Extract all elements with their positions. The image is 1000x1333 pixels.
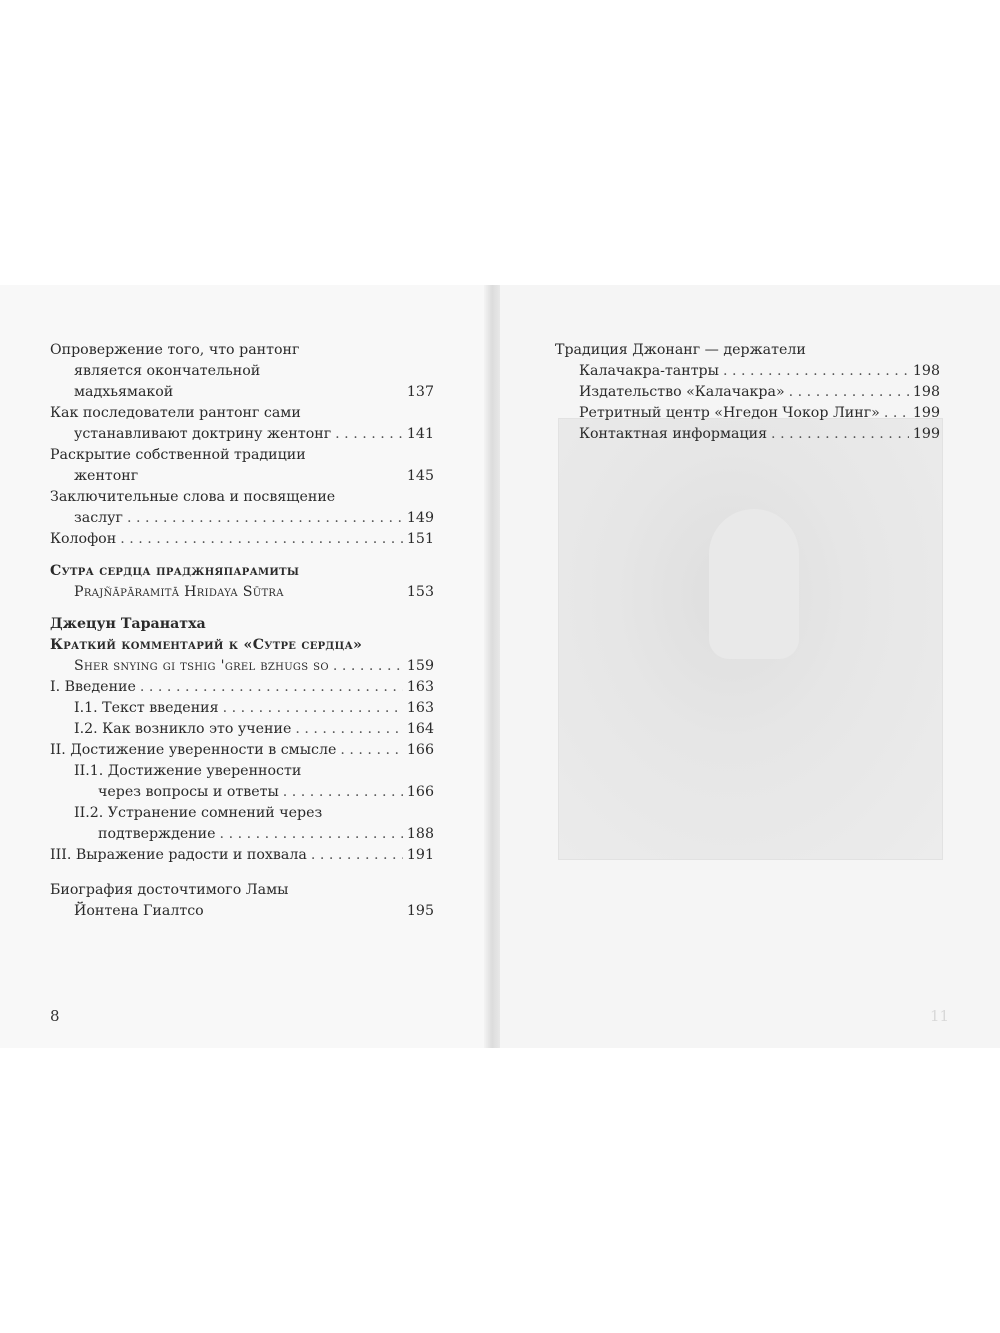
toc-line: II.2. Устранение сомнений через — [74, 805, 323, 821]
section-title: Сутра сердца праджняпарамиты — [50, 563, 300, 579]
toc-entry[interactable]: Колофон . . . 151 — [50, 529, 434, 550]
show-through-figure — [709, 509, 799, 659]
author-name: Джецун Таранатха — [50, 616, 206, 632]
toc-entry[interactable]: Издательство «Калачакра» . . . 198 — [555, 382, 940, 403]
toc-entry[interactable]: через вопросы и ответы . . . 166 — [50, 782, 434, 803]
page-number: 166 — [406, 784, 434, 800]
show-through-image — [558, 418, 943, 860]
toc-entry[interactable]: мадхьямакой 137 — [50, 382, 434, 403]
page-number: 153 — [406, 584, 434, 600]
toc-entry[interactable]: Ретритный центр «Нгедон Чокор Линг» . . . 199 — [555, 403, 940, 424]
table-of-contents-right — [555, 340, 940, 445]
page-number: 137 — [406, 384, 434, 400]
page-number: 163 — [406, 700, 434, 716]
toc-entry[interactable]: подтверждение . . . 188 — [50, 824, 434, 845]
toc-entry[interactable]: III. Выражение радости и похвала . . . 191 — [50, 845, 434, 866]
page-folio-right: 11 — [930, 1007, 950, 1025]
toc-line: является окончательной — [74, 363, 261, 379]
page-folio-left: 8 — [50, 1007, 60, 1025]
toc-entry[interactable]: заслуг . . . 149 — [50, 508, 434, 529]
section-title: Краткий комментарий к «Сутре сердца» — [50, 637, 363, 653]
toc-entry[interactable]: II. Достижение уверенности в смысле . . . 166 — [50, 740, 434, 761]
toc-entry[interactable]: Йонтена Гиалтсо 195 — [50, 901, 434, 922]
page-number: 166 — [406, 742, 434, 758]
toc-line: Как последователи рантонг сами — [50, 405, 301, 421]
page-number: 141 — [406, 426, 434, 442]
page-number: 199 — [912, 426, 940, 442]
page-number: 145 — [406, 468, 434, 484]
table-of-contents-left — [50, 340, 434, 922]
toc-line: Опровержение того, что рантонг — [50, 342, 300, 358]
toc-entry[interactable]: Prajñāpāramitā Hridaya Sūtra 153 — [50, 582, 434, 603]
toc-line: Биография досточтимого Ламы — [50, 882, 289, 898]
toc-entry[interactable]: Контактная информация . . . 199 — [555, 424, 940, 445]
toc-entry[interactable]: Sher snying gi tshig 'grel bzhugs so . . . 159 — [50, 656, 434, 677]
toc-line: II.1. Достижение уверенности — [74, 763, 302, 779]
page-number: 163 — [406, 679, 434, 695]
page-number: 199 — [912, 405, 940, 421]
toc-entry[interactable]: жентонг 145 — [50, 466, 434, 487]
page-number: 191 — [406, 847, 434, 863]
toc-heading: Традиция Джонанг — держатели — [555, 342, 806, 358]
toc-line: Заключительные слова и посвящение — [50, 489, 336, 505]
book-gutter — [484, 285, 500, 1048]
page-number: 195 — [406, 903, 434, 919]
toc-entry[interactable]: I.1. Текст введения . . . 163 — [50, 698, 434, 719]
page-number: 188 — [406, 826, 434, 842]
page-number: 198 — [912, 363, 940, 379]
toc-line: Раскрытие собственной традиции — [50, 447, 306, 463]
page-number: 198 — [912, 384, 940, 400]
page-number: 149 — [406, 510, 434, 526]
toc-entry[interactable]: устанавливают доктрину жентонг . . . 141 — [50, 424, 434, 445]
toc-entry[interactable]: I. Введение . . . 163 — [50, 677, 434, 698]
page-number: 159 — [406, 658, 434, 674]
page-number: 151 — [406, 531, 434, 547]
page-number: 164 — [406, 721, 434, 737]
toc-entry[interactable]: Калачакра-тантры . . . 198 — [555, 361, 940, 382]
toc-entry[interactable]: I.2. Как возникло это учение . . . 164 — [50, 719, 434, 740]
